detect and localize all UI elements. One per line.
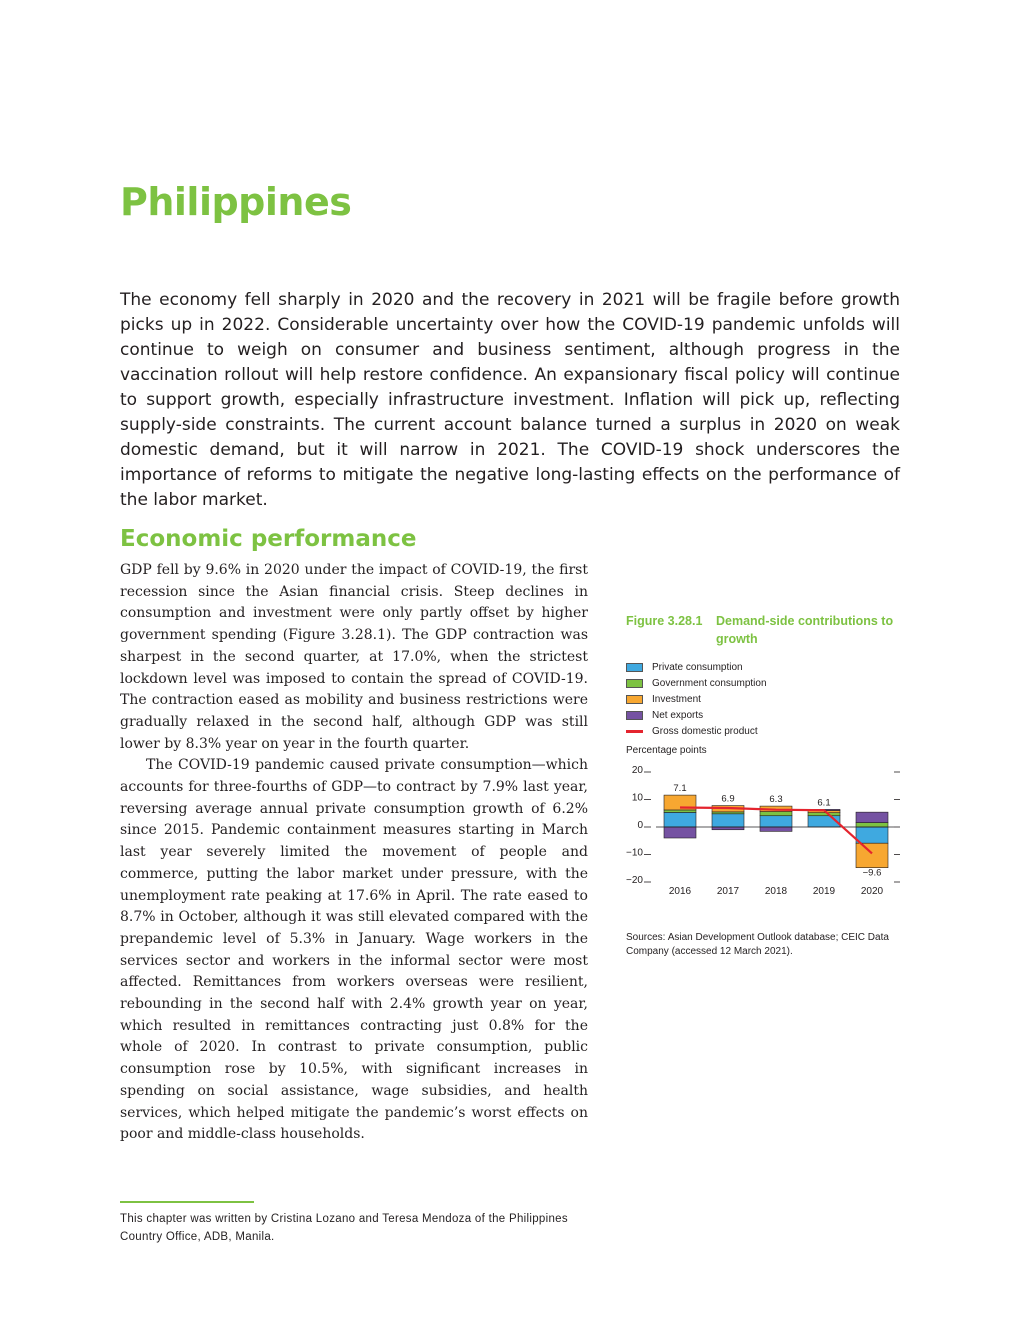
legend-label: Net exports xyxy=(652,709,704,721)
body-paragraph-2: The COVID-19 pandemic caused private consumption—which accounts for three-fourths of GDP—to contract by 7.9% last year, reversing average annual private consumption growth of 6.2% since 2015. Pandemic containment measures starting in March last year severely limited the movement of people and commerce, putting the labor market under pressure, with the unemployment rate peaking at 17.6% in April. The rate eased to 8.7% in October, although it was still elevated compared with the prepandemic level of 5.3% in January. Wage workers in the services sector and workers in the informal sector were most affected. Remittances from workers overseas were resilient, rebounding in the second half with 2.4% growth year on year, which resulted in remittances contracting just 0.8% for the whole of 2020. In contrast to private consumption, public consumption rose by 10.5%, with significant increases in spending on social assistance, wage subsidies, and health services, which helped mitigate the pandemic’s worst effects on poor and middle-class households. xyxy=(120,757,588,1143)
x-tick-label: 2020 xyxy=(860,886,884,897)
legend-line-swatch xyxy=(626,730,643,733)
legend-label: Private consumption xyxy=(652,662,743,674)
bar-segment xyxy=(760,827,792,831)
bar-segment xyxy=(712,827,744,830)
bar-segment xyxy=(664,810,696,812)
bar-segment xyxy=(760,812,792,816)
body-text xyxy=(120,560,588,1146)
bar-segment xyxy=(712,814,744,827)
legend-label: Investment xyxy=(652,693,701,705)
figure xyxy=(626,612,902,897)
figure-caption xyxy=(626,612,902,648)
data-label: 6.9 xyxy=(721,793,735,805)
legend-item-government-consumption xyxy=(626,676,902,692)
legend-label: Government consumption xyxy=(652,678,767,690)
x-tick-label: 2017 xyxy=(716,886,740,897)
bar-segment xyxy=(760,816,792,827)
x-tick-label: 2018 xyxy=(764,886,788,897)
y-tick-label: 10 xyxy=(631,792,643,804)
bar-segment xyxy=(664,812,696,827)
data-label: −9.6 xyxy=(862,867,882,879)
figure-title: Demand-side contributions to growth xyxy=(716,614,894,646)
y-tick-label: −20 xyxy=(626,875,643,886)
bar-segment xyxy=(664,827,696,838)
page-title: Philippines xyxy=(120,180,352,224)
figure-sources: Sources: Asian Development Outlook database; CEIC Data Company (accessed 12 March 2021). xyxy=(626,932,889,957)
y-axis-label: Percentage points xyxy=(626,744,707,756)
legend-swatch xyxy=(626,695,643,704)
data-label: 6.3 xyxy=(769,794,783,806)
bar-chart xyxy=(626,762,906,902)
y-tick-label: −10 xyxy=(626,847,643,859)
bar-segment xyxy=(808,813,840,816)
chart-legend xyxy=(626,660,902,739)
legend-item-private-consumption xyxy=(626,660,902,676)
bar-segment xyxy=(856,843,888,867)
footnote-divider xyxy=(120,1201,254,1203)
legend-item-gdp xyxy=(626,723,902,739)
lead-paragraph: The economy fell sharply in 2020 and the recovery in 2021 will be fragile before growth picks up in 2022. Considerable uncertainty over how the COVID-19 pandemic unfolds will continue to weigh on consumer and business sentiment, although progress in the vaccination rollout will help restore confidence. An expansionary fiscal policy will continue to support growth, especially infrastructure investment. Inflation will pick up, reflecting supply-side constraints. The current account balance turned a surplus in 2020 on weak domestic demand, but it will narrow in 2021. The COVID-19 shock underscores the importance of reforms to mitigate the negative long-lasting effects on the performance of the labor market. xyxy=(120,290,900,510)
y-tick-label: 20 xyxy=(631,765,643,776)
legend-item-investment xyxy=(626,692,902,708)
bar-segment xyxy=(856,827,888,843)
y-tick-label: 0 xyxy=(637,820,643,831)
x-tick-label: 2016 xyxy=(668,886,692,897)
bar-segment xyxy=(856,812,888,822)
data-label: 7.1 xyxy=(673,783,687,795)
legend-swatch xyxy=(626,663,643,672)
footnote: This chapter was written by Cristina Lozano and Teresa Mendoza of the Philippines Country Office, ADB, Manila. xyxy=(120,1213,568,1243)
x-tick-label: 2019 xyxy=(812,886,836,897)
figure-number: Figure 3.28.1 xyxy=(626,614,703,628)
data-label: 6.1 xyxy=(817,797,831,809)
section-heading: Economic performance xyxy=(120,526,417,552)
bar-segment xyxy=(856,823,888,827)
body-paragraph-1: GDP fell by 9.6% in 2020 under the impact of COVID-19, the first recession since the Asian financial crisis. Steep declines in consumption and investment were only partly offset by higher government spending (Figure 3.28.1). The GDP contraction was sharpest in the second quarter, at 17.0%, when the strictest lockdown level was imposed to contain the spread of COVID-19. The contraction eased as mobility and business restrictions were gradually relaxed in the second half, although GDP was still lower by 8.3% year on year in the fourth quarter. xyxy=(120,562,588,752)
legend-label: Gross domestic product xyxy=(652,725,758,737)
legend-item-net-exports xyxy=(626,707,902,723)
legend-swatch xyxy=(626,711,643,720)
legend-swatch xyxy=(626,679,643,688)
